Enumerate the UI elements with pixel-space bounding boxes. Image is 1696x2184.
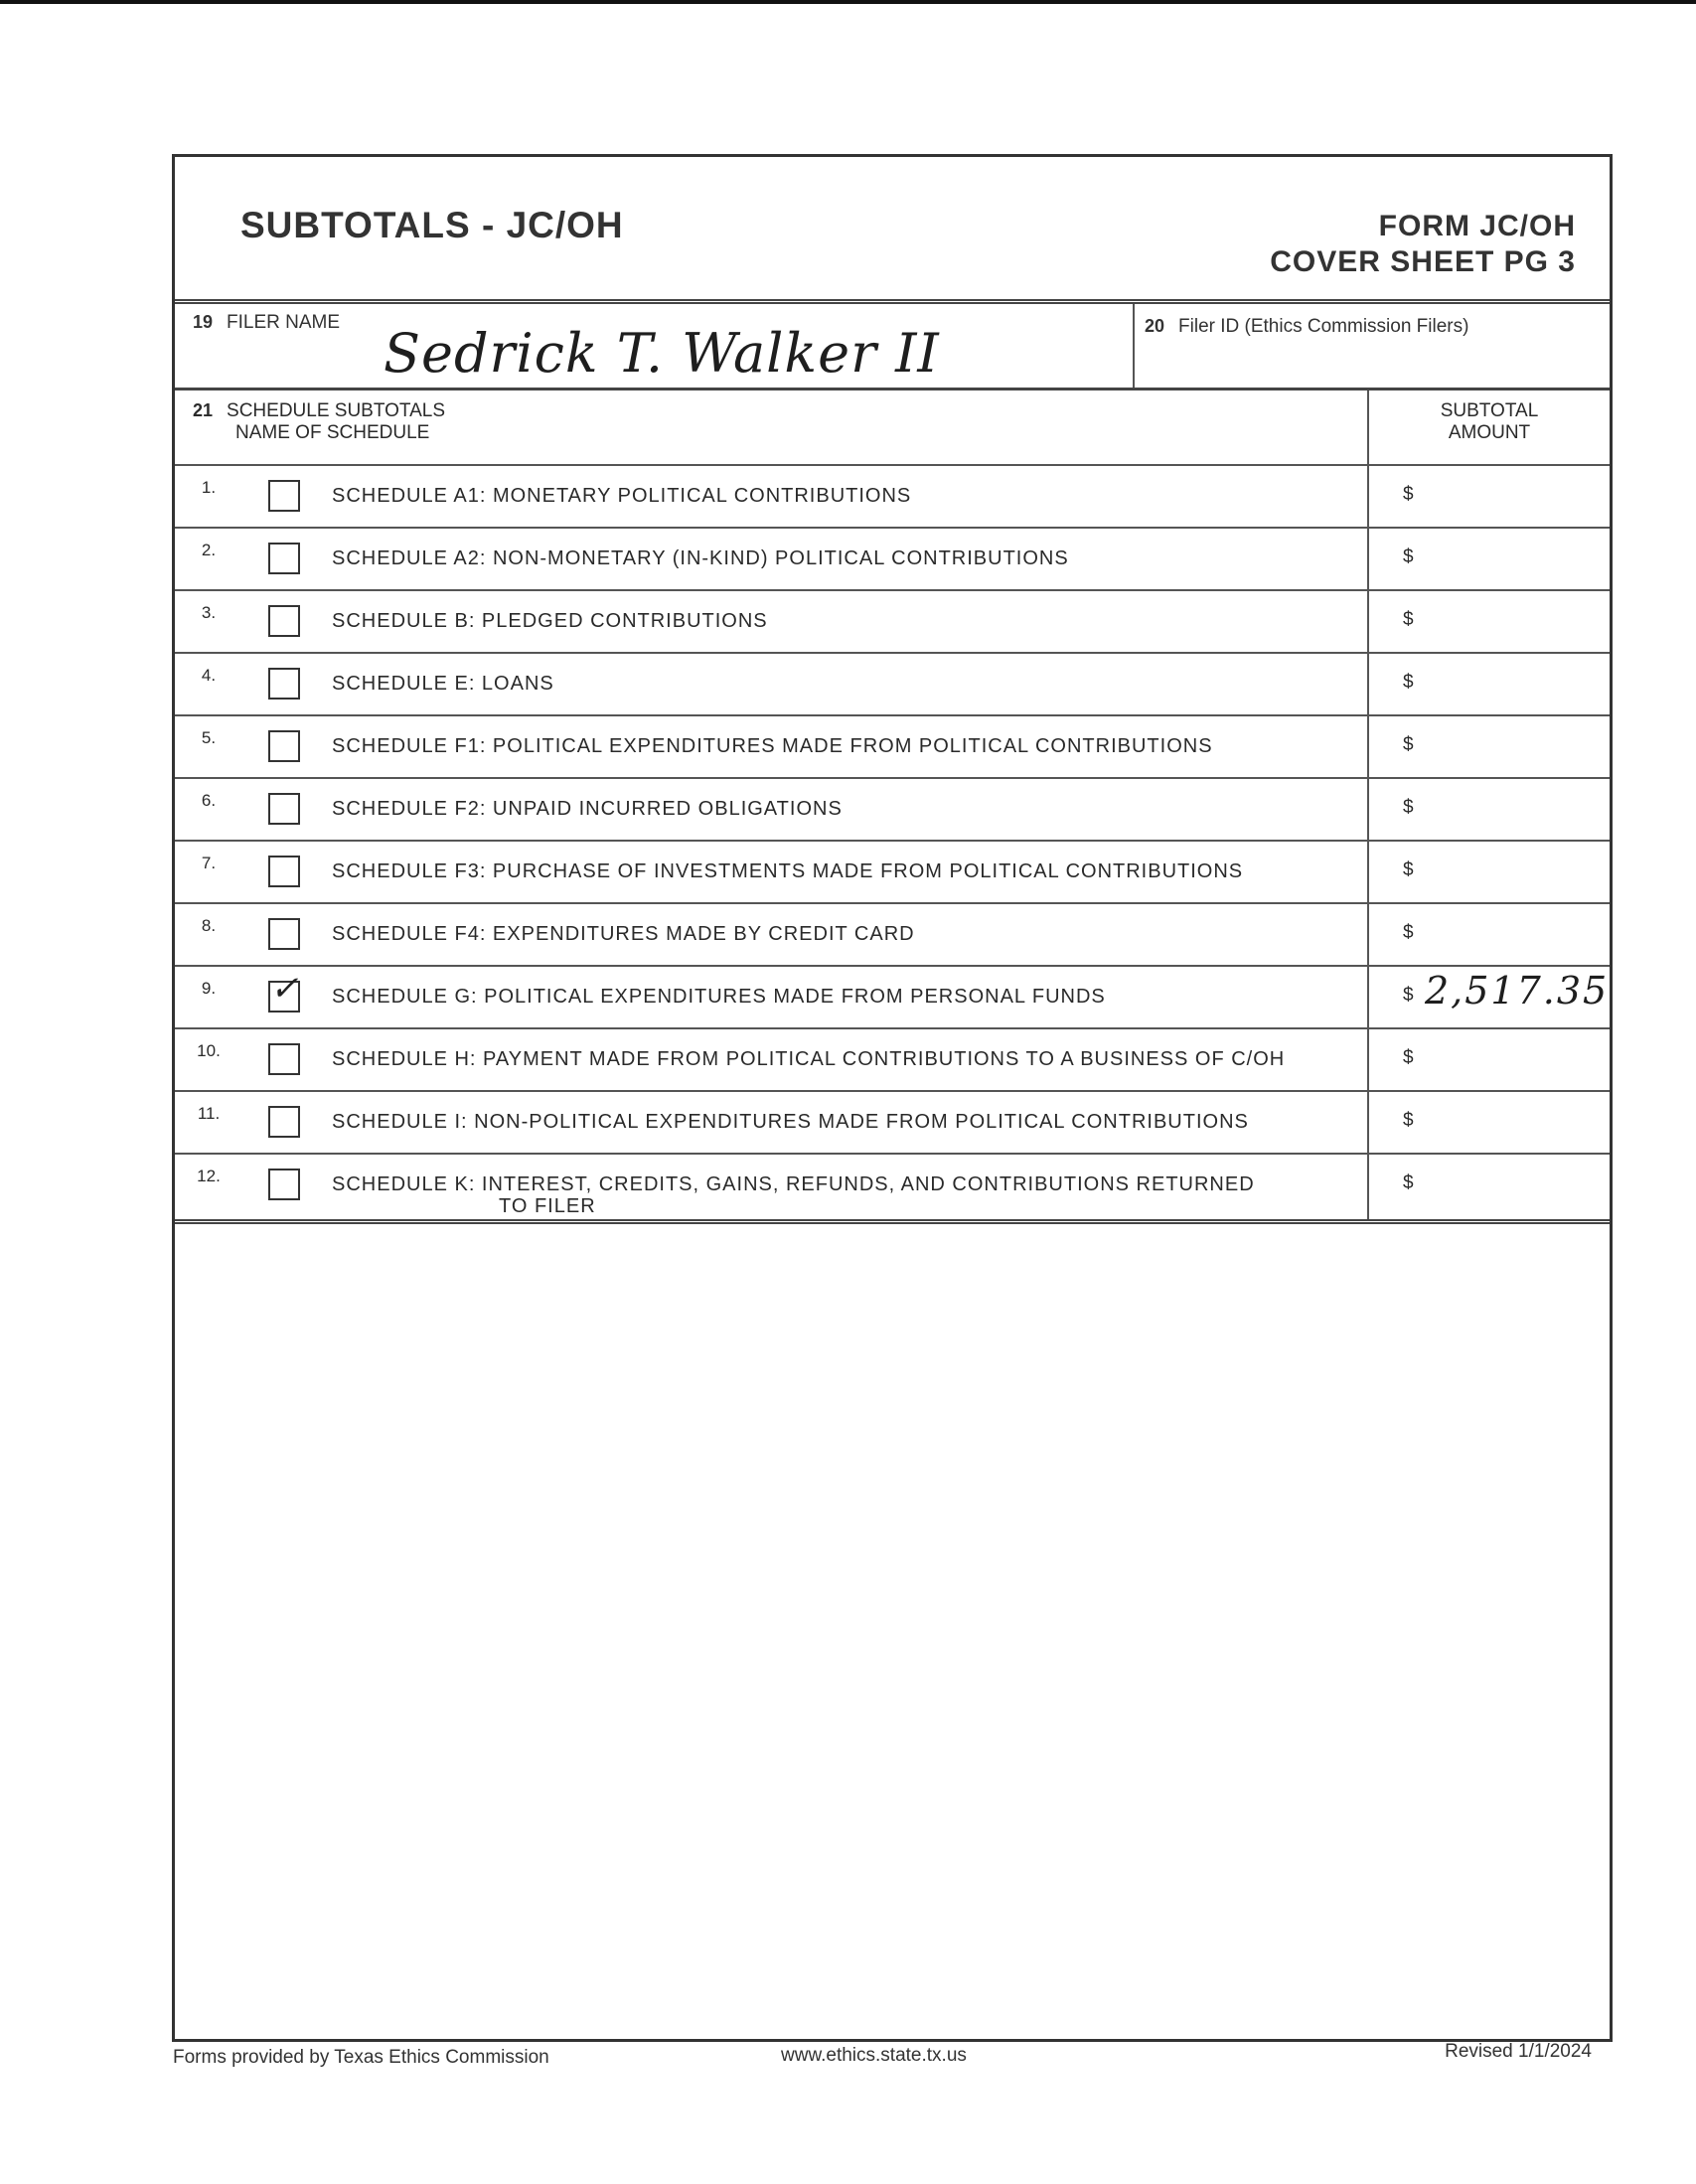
field-label: FILER NAME [227, 312, 341, 333]
dollar-sign: $ [1403, 922, 1414, 943]
field-number: 21 [193, 400, 214, 420]
schedule-checkbox[interactable] [268, 730, 300, 762]
subtotal-amount-field[interactable] [1369, 842, 1610, 902]
schedule-row [175, 1029, 1610, 1092]
schedule-row [175, 967, 1610, 1029]
amount-header-line1: SUBTOTAL [1440, 400, 1539, 421]
form-name: FORM JC/OH [1378, 210, 1576, 242]
row-number: 1. [201, 478, 217, 497]
schedule-label-continued: TO FILER [499, 1195, 596, 1217]
subtotal-amount-value: 2,517.35 [1425, 969, 1610, 1013]
schedule-checkbox[interactable] [268, 1043, 300, 1075]
dollar-sign: $ [1403, 734, 1414, 755]
form-identifier [1270, 209, 1576, 280]
schedule-name-cell [175, 466, 1369, 527]
schedule-row [175, 716, 1610, 779]
schedule-header-line1: SCHEDULE SUBTOTALS [227, 400, 445, 421]
filer-row [175, 304, 1610, 390]
form-page [172, 154, 1613, 2042]
subtotal-amount-field[interactable] [1369, 529, 1610, 589]
schedule-checkbox[interactable] [268, 480, 300, 512]
field-number: 20 [1145, 316, 1165, 336]
schedule-row [175, 779, 1610, 842]
schedule-row [175, 466, 1610, 529]
dollar-sign: $ [1403, 1047, 1414, 1068]
schedule-checkbox[interactable] [268, 969, 300, 1013]
schedule-name-cell [175, 779, 1369, 840]
schedule-label: SCHEDULE I: NON-POLITICAL EXPENDITURES MADE FROM POLITICAL CONTRIBUTIONS [332, 1111, 1249, 1133]
schedule-list [175, 466, 1610, 1224]
schedule-name-cell [175, 1155, 1369, 1219]
schedule-name-cell [175, 1092, 1369, 1153]
filer-name-label [193, 312, 340, 334]
schedule-row [175, 529, 1610, 591]
footer-credit: Forms provided by Texas Ethics Commission [173, 2047, 549, 2068]
schedule-row [175, 1092, 1610, 1155]
subtotal-amount-field[interactable] [1369, 1155, 1610, 1219]
subtotal-amount-field[interactable] [1369, 466, 1610, 527]
schedule-checkbox[interactable] [268, 1106, 300, 1138]
schedule-name-cell [175, 1029, 1369, 1090]
page-title: SUBTOTALS - JC/OH [240, 205, 624, 245]
subtotal-amount-field[interactable] [1369, 967, 1610, 1027]
row-number: 6. [201, 791, 217, 810]
field-label: Filer ID (Ethics Commission Filers) [1178, 316, 1469, 337]
subtotal-amount-field[interactable] [1369, 716, 1610, 777]
schedule-row [175, 654, 1610, 716]
form-header [175, 157, 1610, 304]
schedule-label: SCHEDULE E: LOANS [332, 673, 554, 695]
dollar-sign: $ [1403, 672, 1414, 693]
row-number: 12. [197, 1167, 221, 1185]
schedule-name-cell [175, 591, 1369, 652]
schedule-label: SCHEDULE F4: EXPENDITURES MADE BY CREDIT CARD [332, 923, 915, 945]
dollar-sign: $ [1403, 1172, 1414, 1193]
schedule-name-cell [175, 904, 1369, 965]
schedule-checkbox[interactable] [268, 918, 300, 950]
checkmark-icon: ✓ [270, 969, 299, 1009]
schedule-label: SCHEDULE F1: POLITICAL EXPENDITURES MADE FROM POLITICAL CONTRIBUTIONS [332, 735, 1213, 757]
row-number: 7. [201, 854, 217, 872]
blank-area [175, 1224, 1610, 2049]
schedule-label: SCHEDULE A1: MONETARY POLITICAL CONTRIBUTIONS [332, 485, 912, 507]
filer-name-value: Sedrick T. Walker II [384, 322, 940, 385]
subtotal-amount-field[interactable] [1369, 591, 1610, 652]
schedule-name-cell [175, 842, 1369, 902]
schedule-label: SCHEDULE F3: PURCHASE OF INVESTMENTS MADE FROM POLITICAL CONTRIBUTIONS [332, 860, 1244, 882]
schedule-checkbox[interactable] [268, 856, 300, 887]
footer-url: www.ethics.state.tx.us [781, 2045, 967, 2066]
row-number: 2. [201, 541, 217, 559]
schedule-checkbox[interactable] [268, 543, 300, 574]
schedule-header [175, 390, 1610, 466]
form-page-label: COVER SHEET PG 3 [1270, 245, 1576, 278]
subtotal-amount-field[interactable] [1369, 654, 1610, 714]
schedule-name-cell [175, 654, 1369, 714]
schedule-checkbox[interactable] [268, 668, 300, 700]
dollar-sign: $ [1403, 797, 1414, 818]
schedule-name-cell [175, 529, 1369, 589]
schedule-name-cell [175, 716, 1369, 777]
schedule-label: SCHEDULE A2: NON-MONETARY (IN-KIND) POLITICAL CONTRIBUTIONS [332, 547, 1069, 569]
schedule-label: SCHEDULE K: INTEREST, CREDITS, GAINS, REFUNDS, AND CONTRIBUTIONS RETURNED [332, 1173, 1255, 1195]
amount-header [1369, 390, 1610, 464]
subtotal-amount-field[interactable] [1369, 779, 1610, 840]
filer-name-field[interactable] [175, 304, 1135, 388]
scan-edge [0, 0, 1696, 4]
amount-header-line2: AMOUNT [1448, 422, 1531, 443]
schedule-label: SCHEDULE H: PAYMENT MADE FROM POLITICAL CONTRIBUTIONS TO A BUSINESS OF C/OH [332, 1048, 1286, 1070]
dollar-sign: $ [1403, 859, 1414, 880]
dollar-sign: $ [1403, 609, 1414, 630]
footer-revised: Revised 1/1/2024 [1445, 2041, 1592, 2062]
row-number: 8. [201, 916, 217, 935]
schedule-label: SCHEDULE F2: UNPAID INCURRED OBLIGATIONS [332, 798, 843, 820]
schedule-label: SCHEDULE B: PLEDGED CONTRIBUTIONS [332, 610, 768, 632]
page-footer [173, 2041, 1592, 2077]
schedule-header-line2: NAME OF SCHEDULE [235, 422, 430, 443]
row-number: 3. [201, 603, 217, 622]
row-number: 4. [201, 666, 217, 685]
schedule-row [175, 591, 1610, 654]
subtotal-amount-field[interactable] [1369, 1092, 1610, 1153]
row-number: 10. [197, 1041, 221, 1060]
schedule-header-label [175, 390, 1369, 464]
schedule-row [175, 1155, 1610, 1224]
dollar-sign: $ [1403, 1110, 1414, 1131]
schedule-row [175, 842, 1610, 904]
subtotal-amount-field[interactable] [1369, 1029, 1610, 1090]
schedule-label: SCHEDULE G: POLITICAL EXPENDITURES MADE FROM PERSONAL FUNDS [332, 986, 1106, 1008]
row-number: 9. [201, 979, 217, 998]
row-number: 5. [201, 728, 217, 747]
dollar-sign: $ [1403, 484, 1414, 505]
dollar-sign: $ [1403, 546, 1414, 567]
field-number: 19 [193, 312, 214, 332]
dollar-sign: $ [1403, 985, 1414, 1006]
filer-id-field[interactable] [1135, 304, 1610, 388]
schedule-row [175, 904, 1610, 967]
schedule-checkbox[interactable] [268, 1169, 300, 1200]
schedule-checkbox[interactable] [268, 605, 300, 637]
filer-id-label [1145, 316, 1468, 338]
schedule-name-cell [175, 967, 1369, 1027]
subtotal-amount-field[interactable] [1369, 904, 1610, 965]
schedule-checkbox[interactable] [268, 793, 300, 825]
row-number: 11. [197, 1104, 221, 1123]
